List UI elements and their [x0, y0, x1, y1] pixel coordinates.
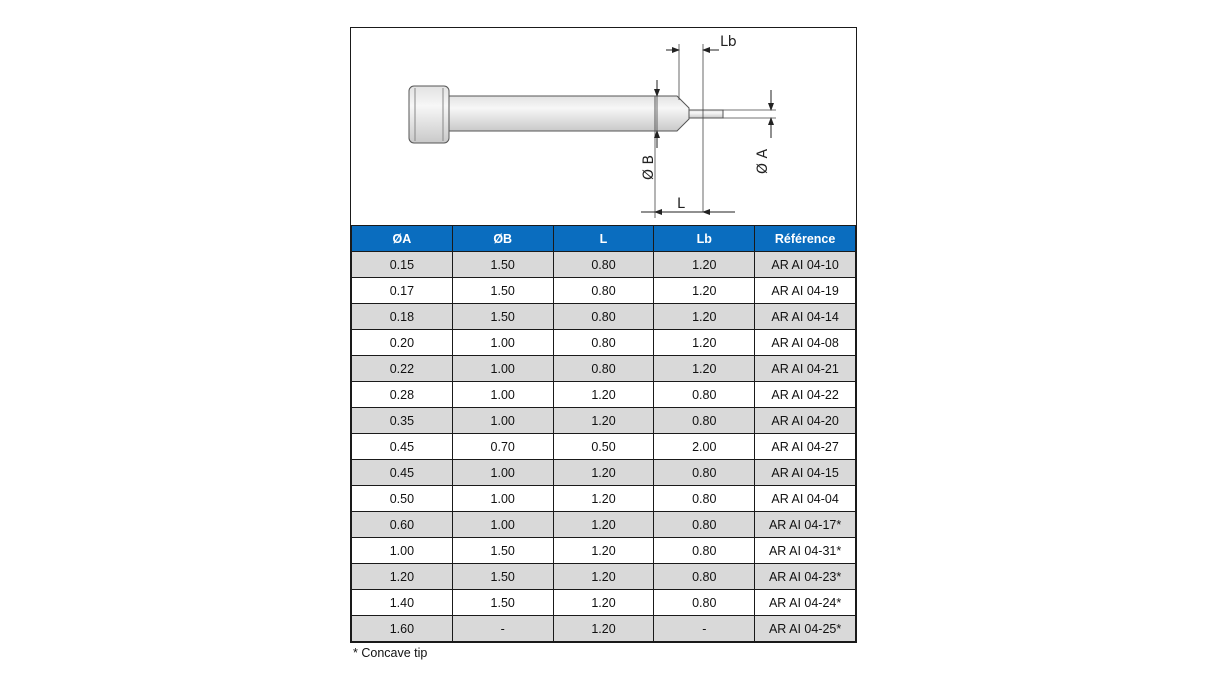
table-row — [352, 590, 856, 616]
cell-dia-a: 0.28 — [352, 382, 453, 408]
cell-dia-a: 1.00 — [352, 538, 453, 564]
cell-lb: 1.20 — [654, 330, 755, 356]
cell-lb: 0.80 — [654, 590, 755, 616]
col-header-lb: Lb — [654, 226, 755, 252]
cell-lb: 0.80 — [654, 564, 755, 590]
cell-l: 1.20 — [553, 382, 654, 408]
specification-table — [351, 225, 856, 642]
cell-dia-a: 0.22 — [352, 356, 453, 382]
table-row — [352, 538, 856, 564]
table-row — [352, 512, 856, 538]
cell-l: 0.50 — [553, 434, 654, 460]
cell-dia-a: 0.35 — [352, 408, 453, 434]
cell-l: 1.20 — [553, 512, 654, 538]
table-row — [352, 460, 856, 486]
cell-reference: AR AI 04-19 — [755, 278, 856, 304]
cell-dia-a: 0.60 — [352, 512, 453, 538]
cell-dia-a: 0.45 — [352, 460, 453, 486]
cell-dia-a: 0.15 — [352, 252, 453, 278]
table-row — [352, 408, 856, 434]
cell-l: 1.20 — [553, 538, 654, 564]
cell-reference: AR AI 04-04 — [755, 486, 856, 512]
l-label: L — [677, 196, 685, 212]
cell-l: 1.20 — [553, 460, 654, 486]
cell-reference: AR AI 04-27 — [755, 434, 856, 460]
cell-dia-b: 1.00 — [452, 486, 553, 512]
cell-reference: AR AI 04-14 — [755, 304, 856, 330]
cell-reference: AR AI 04-23* — [755, 564, 856, 590]
cell-l: 0.80 — [553, 330, 654, 356]
dimension-dia-a — [723, 90, 776, 174]
pin-cone — [655, 96, 689, 131]
cell-dia-a: 0.18 — [352, 304, 453, 330]
dia-b-label: Ø B — [641, 154, 657, 180]
table-row — [352, 434, 856, 460]
cell-l: 0.80 — [553, 356, 654, 382]
cell-reference: AR AI 04-21 — [755, 356, 856, 382]
spec-sheet — [350, 27, 857, 643]
cell-dia-b: 1.50 — [452, 538, 553, 564]
cell-l: 1.20 — [553, 486, 654, 512]
cell-lb: 0.80 — [654, 408, 755, 434]
table-row — [352, 616, 856, 642]
col-header-reference: Référence — [755, 226, 856, 252]
cell-reference: AR AI 04-17* — [755, 512, 856, 538]
ejector-pin-diagram — [351, 28, 856, 225]
cell-lb: 1.20 — [654, 356, 755, 382]
col-header-dia-a: ØA — [352, 226, 453, 252]
table-row — [352, 564, 856, 590]
cell-reference: AR AI 04-31* — [755, 538, 856, 564]
technical-drawing — [351, 28, 856, 225]
cell-reference: AR AI 04-15 — [755, 460, 856, 486]
cell-lb: 0.80 — [654, 538, 755, 564]
cell-reference: AR AI 04-24* — [755, 590, 856, 616]
cell-l: 1.20 — [553, 590, 654, 616]
cell-lb: 1.20 — [654, 304, 755, 330]
table-row — [352, 278, 856, 304]
cell-dia-b: 1.00 — [452, 512, 553, 538]
cell-dia-a: 1.20 — [352, 564, 453, 590]
dia-a-label: Ø A — [755, 148, 771, 174]
cell-dia-b: 1.00 — [452, 382, 553, 408]
cell-dia-b: 1.50 — [452, 304, 553, 330]
cell-reference: AR AI 04-25* — [755, 616, 856, 642]
cell-lb: 0.80 — [654, 460, 755, 486]
table-row — [352, 304, 856, 330]
cell-dia-a: 1.40 — [352, 590, 453, 616]
cell-l: 1.20 — [553, 616, 654, 642]
cell-reference: AR AI 04-20 — [755, 408, 856, 434]
cell-dia-a: 0.20 — [352, 330, 453, 356]
cell-lb: 1.20 — [654, 252, 755, 278]
cell-dia-a: 0.50 — [352, 486, 453, 512]
cell-l: 1.20 — [553, 408, 654, 434]
footnote: * Concave tip — [353, 646, 428, 660]
table-row — [352, 382, 856, 408]
pin-head — [409, 86, 449, 143]
cell-lb: - — [654, 616, 755, 642]
cell-l: 0.80 — [553, 304, 654, 330]
cell-dia-b: 1.50 — [452, 564, 553, 590]
lb-label: Lb — [720, 34, 737, 50]
cell-reference: AR AI 04-22 — [755, 382, 856, 408]
cell-lb: 0.80 — [654, 486, 755, 512]
cell-lb: 0.80 — [654, 382, 755, 408]
cell-dia-b: 1.00 — [452, 408, 553, 434]
cell-l: 1.20 — [553, 564, 654, 590]
pin-tip — [689, 110, 723, 118]
cell-lb: 2.00 — [654, 434, 755, 460]
cell-lb: 0.80 — [654, 512, 755, 538]
table-header-row — [352, 226, 856, 252]
cell-dia-b: 0.70 — [452, 434, 553, 460]
pin-shank — [449, 96, 655, 131]
cell-dia-b: 1.00 — [452, 356, 553, 382]
cell-dia-b: - — [452, 616, 553, 642]
cell-dia-b: 1.50 — [452, 590, 553, 616]
cell-dia-b: 1.50 — [452, 252, 553, 278]
cell-dia-b: 1.00 — [452, 460, 553, 486]
cell-dia-b: 1.00 — [452, 330, 553, 356]
table-row — [352, 330, 856, 356]
cell-reference: AR AI 04-08 — [755, 330, 856, 356]
cell-l: 0.80 — [553, 278, 654, 304]
cell-l: 0.80 — [553, 252, 654, 278]
cell-dia-b: 1.50 — [452, 278, 553, 304]
cell-reference: AR AI 04-10 — [755, 252, 856, 278]
table-row — [352, 356, 856, 382]
table-row — [352, 486, 856, 512]
cell-dia-a: 0.45 — [352, 434, 453, 460]
col-header-l: L — [553, 226, 654, 252]
cell-dia-a: 1.60 — [352, 616, 453, 642]
cell-lb: 1.20 — [654, 278, 755, 304]
col-header-dia-b: ØB — [452, 226, 553, 252]
table-row — [352, 252, 856, 278]
table-body — [352, 252, 856, 642]
cell-dia-a: 0.17 — [352, 278, 453, 304]
